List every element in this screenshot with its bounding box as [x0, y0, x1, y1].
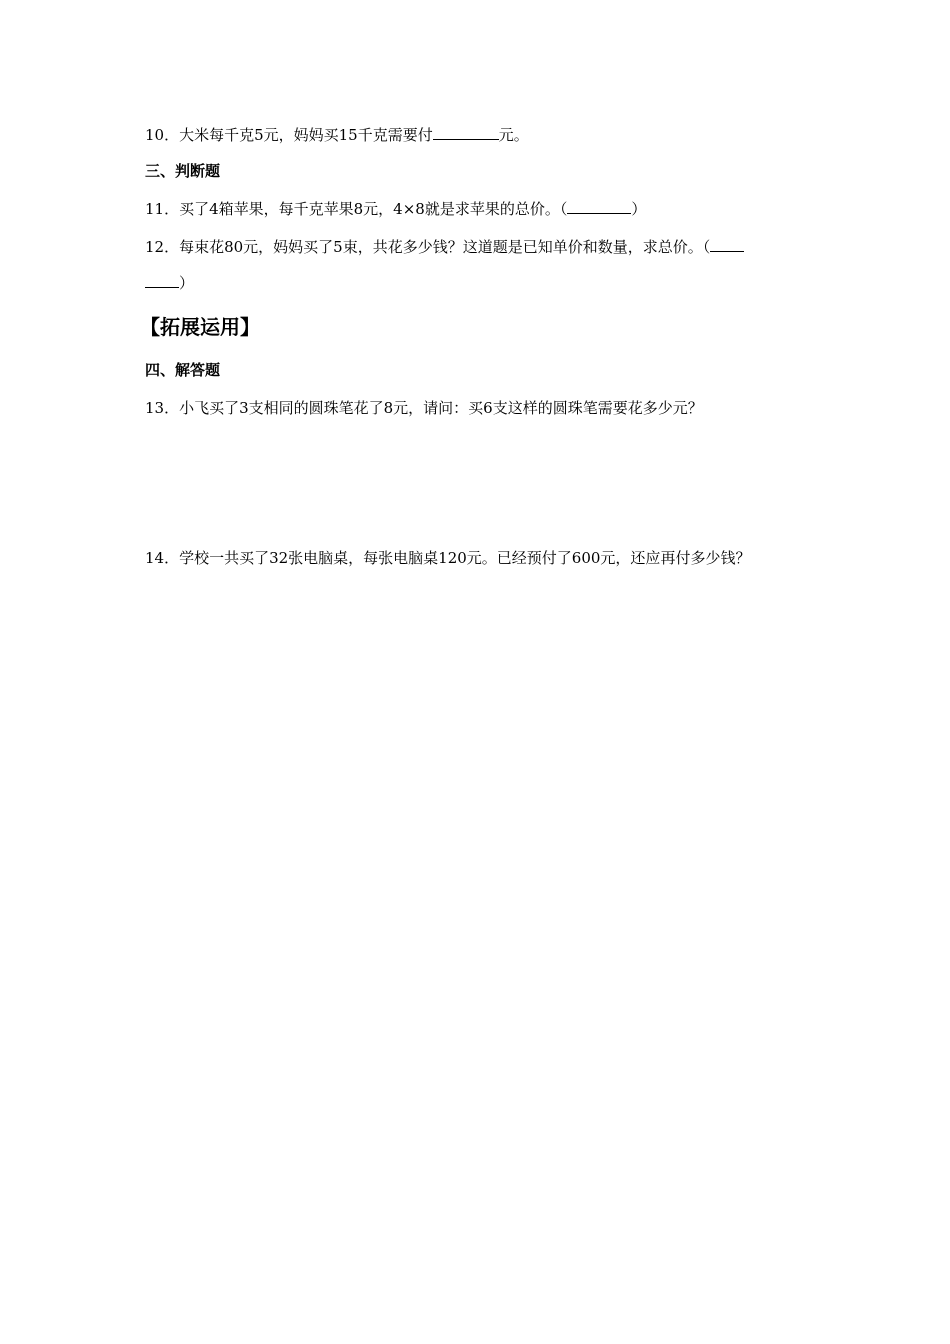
- question-12-continued: [145, 272, 194, 293]
- answer-blank-11[interactable]: [567, 198, 631, 214]
- section-title-answer: 四、解答题: [145, 361, 221, 379]
- question-10: [145, 124, 529, 145]
- section-title-judgment: 三、判断题: [145, 162, 221, 180]
- question-11-text: 11．买了4箱苹果，每千克苹果8元，4×8就是求苹果的总价。（: [145, 200, 568, 218]
- question-11-close: ）: [631, 200, 647, 218]
- question-11: [145, 198, 646, 219]
- question-10-unit: 元。: [498, 126, 529, 144]
- answer-blank-12-part1[interactable]: [710, 236, 744, 252]
- part-title-extension: 【拓展运用】: [140, 315, 260, 339]
- question-12: [145, 236, 744, 257]
- question-10-text: 10．大米每千克5元，妈妈买15千克需要付: [145, 126, 433, 144]
- question-12-close: ）: [179, 274, 195, 292]
- question-14: 14．学校一共买了32张电脑桌，每张电脑桌120元。已经预付了600元，还应再付多少钱？: [145, 549, 751, 567]
- question-13: 13．小飞买了3支相同的圆珠笔花了8元，请问：买6支这样的圆珠笔需要花多少元？: [145, 399, 703, 417]
- question-12-text: 12．每束花80元，妈妈买了5束，共花多少钱？这道题是已知单价和数量，求总价。（: [145, 238, 711, 256]
- answer-blank-12-part2[interactable]: [145, 272, 179, 288]
- answer-blank-10[interactable]: [433, 124, 499, 140]
